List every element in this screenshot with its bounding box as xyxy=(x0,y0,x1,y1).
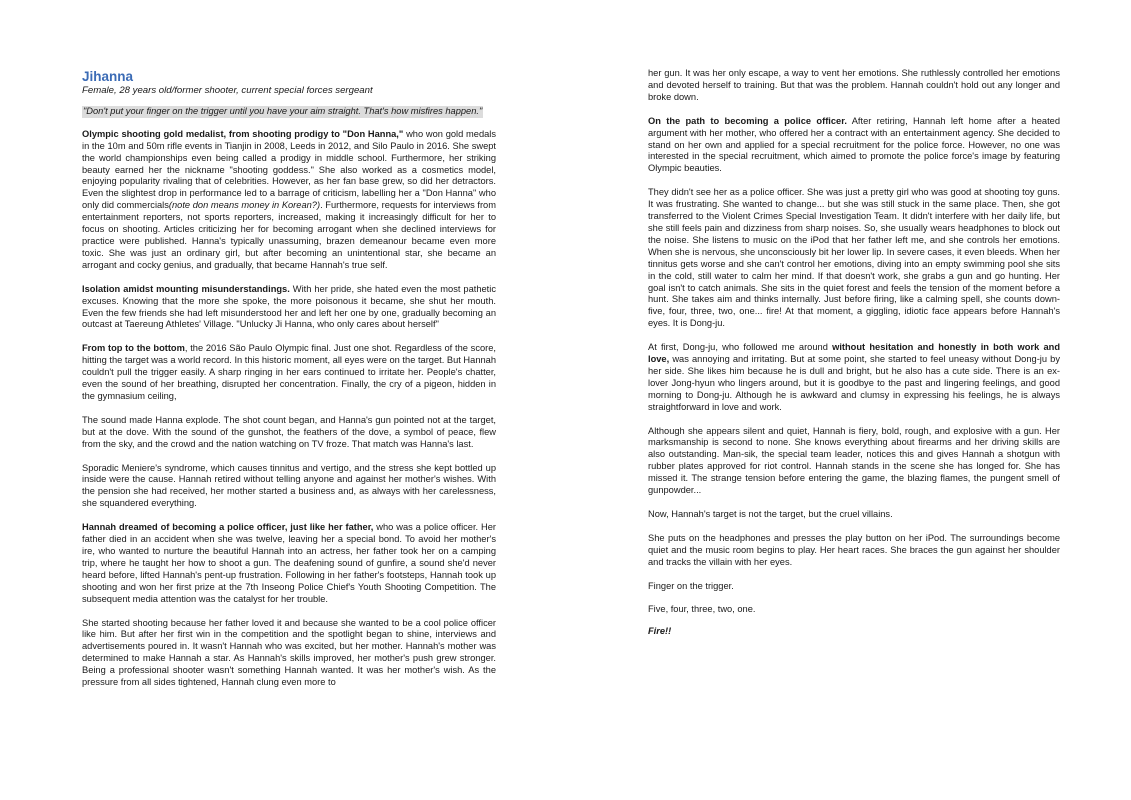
character-quote: "Don't put your finger on the trigger until you have your aim straight. That's how misfires happen." xyxy=(83,105,483,116)
paragraph-started-shooting: She started shooting because her father loved it and because she wanted to be a cool police officer like him. But after her first win in the competition and the spotlight began to shine, interviews and advertisements poured in. It wasn't Hannah who was excited, but her mother. Hannah's mother was determined to make Hannah a star. As Hannah's skills improved, her mother's push grew stronger. Being a professional shooter wasn't something Hannah wanted. It was her mother's wish. As the pressure from all sides tightened, Hannah clung even more to xyxy=(82,617,496,688)
paragraph-note: (note don means money in Korean?) xyxy=(168,200,321,211)
paragraph-escape: her gun. It was her only escape, a way to vent her emotions. She ruthlessly controlled her emotions and devoted herself to training. But that was the problem. Hannah couldn't hold out any longer and broke down. xyxy=(648,68,1060,102)
paragraph-police-path xyxy=(648,116,1060,176)
paragraph-text: After retiring, Hannah left home after a heated argument with her mother, who offered her a contract with an entertainment agency. She decided to stand on her own and applied for a special recruitment for the police force. However, no one was interested in the special recruitment, which aimed to promote the police force's image by featuring Olympic beauties. xyxy=(648,115,1060,174)
paragraph-police-dream xyxy=(82,522,496,605)
paragraph-top-to-bottom xyxy=(82,343,496,403)
paragraph-fire xyxy=(648,626,1060,638)
fire-exclamation: Fire!! xyxy=(648,626,672,637)
left-column xyxy=(82,68,496,701)
paragraph-text: was annoying and irritating. But at some point, she started to feel uneasy without Dong-ju by her side. She likes him because he is dull and bright, but he also has a cute side. There is an ex-lover Jong-hyun who lingers around, but it is goodbye to the past and lingering feelings, and good morning to Dong-ju. Although he is awkward and clumsy in expressing his feelings, he is always straightforward in love and work. xyxy=(648,354,1060,412)
paragraph-emphasis: without hesitation and honestly in both work and love, xyxy=(648,342,1060,365)
paragraph-finger: Finger on the trigger. xyxy=(648,580,734,591)
paragraph-heading: Olympic shooting gold medalist, from shooting prodigy to "Don Hanna," xyxy=(82,128,404,139)
paragraph-text: who was a police officer. Her father died in an accident when she was twelve, leaving her a special bond. To avoid her mother's ire, who wanted to nurture the beautiful Hannah into an actress, her father took her on a camping trip, where he taught her how to shoot a gun. The deafening sound of gunfire, a sound she'd never heard before, lifted Hannah's pent-up frustration. Following in her father's footsteps, Hannah took up shooting and won her first prize at the 7th Inseong Police Chief's Youth Shooting Competition. The subsequent media attention was the catalyst for her trouble. xyxy=(82,522,496,604)
paragraph-explode: The sound made Hanna explode. The shot count began, and Hanna's gun pointed not at the target, but at the dove. With the sound of the gunshot, the feathers of the dove, a symbol of peace, flew from the sky, and the crowd and the nation watching on TV froze. That match was Hanna's last. xyxy=(82,414,496,449)
paragraph-text: who won gold medals in the 10m and 50m rifle events in Tianjin in 2008, Leeds in 2012, and Silo Paulo in 2016. She swept the world championships even being called a prodigy in middle school. Furthermore, her striking beauty earned her the nickname "shooting goddess." She also worked as a cosmetics model, enjoying popularity rivaling that of celebrities. However, as her fan base grew, so did her detractors. Even the slightest drop in performance led to a barrage of criticism, labelling her a "Don Hanna" who only did commercials xyxy=(82,128,496,211)
paragraph-meniere: Sporadic Meniere's syndrome, which causes tinnitus and vertigo, and the stress she kept bottled up inside were the cause. Hannah retired without telling anyone and against her mother's wishes. With the pension she had received, her mother started a business and, as always with her carelessness, she squandered everything. xyxy=(82,462,496,509)
paragraph-olympic xyxy=(82,129,496,272)
character-name: Jihanna xyxy=(82,69,134,84)
paragraph-frustration: They didn't see her as a police officer. She was just a pretty girl who was good at shooting toy guns. It was frustrating. She wanted to change... but she was still stuck in the same place. Then, she got transferred to the Violent Crimes Special Investigation Team. It didn't interfere with her daily life, but she still feels pain and dizziness from sharp noises. So, she usually wears headphones to block out the noise. She listens to music on the iPod that her father left me, and she controls her emotions. When she is nervous, she unconsciously bit her lower lip. In severe cases, it even bleeds. When her tinnitus gets worse and she can't control her emotions, diving into an empty swimming pool she sits in the cold, still water to calm her mind. If that doesn't work, she grabs a gun and go hunting. Her goal isn't to catch animals. She sits in the quiet forest and feels the tension of the moment before a hunt. She takes aim and thinks internally. Just before firing, like a calming spell, she counts down- five, four, three, two, one... fire! At that moment, a giggling, idiotic face appears before Hannah's eyes. It is Dong-ju. xyxy=(648,187,1060,329)
paragraph-text: . Furthermore, requests for interviews from entertainment reporters, not sports reporters, increased, making it increasingly difficult for her to focus on shooting. Articles criticizing her for becoming arrogant when she declined interviews for practice were published. Hanna's typically unassuming, brazen demeanour became even more toxic. She was just an ordinary girl, but after becoming an unintentional star, she became an arrogant and cocky genius, and gradually, that became Hannah's true self. xyxy=(82,200,496,270)
paragraph-heading: On the path to becoming a police officer. xyxy=(648,115,847,126)
paragraph-isolation xyxy=(82,284,496,332)
character-subtitle: Female, 28 years old/former shooter, current special forces sergeant xyxy=(82,85,373,96)
paragraph-heading: From top to the bottom xyxy=(82,343,185,354)
paragraph-text: At first, Dong-ju, who followed me around xyxy=(648,342,833,353)
paragraph-text: , the 2016 São Paulo Olympic final. Just one shot. Regardless of the score, hitting the target was a world record. In this historic moment, all eyes were on the target. But Hannah couldn't pull the trigger easily. A sharp ringing in her ears continued to irritate her. People's chatter, even the sound of her breathing, disrupted her concentration. Finally, the cry of a pigeon, hidden in the gymnasium ceiling, xyxy=(82,343,496,401)
paragraph-headphones: She puts on the headphones and presses the play button on her iPod. The surroundings become quiet and the music room begins to play. Her heart races. She braces the gun against her shoulder and tracks the villain with her eyes. xyxy=(648,532,1060,567)
paragraph-text: With her pride, she hated even the most pathetic excuses. Knowing that the more she spoke, the more poisonous it became, she shut her mouth. Even the few friends she had left misunderstood her and left her one by one, gradually becoming an outcast at Taereung Athletes' Village. "Unlucky Ji Hanna, who only cares about herself" xyxy=(82,283,496,330)
paragraph-target: Now, Hannah's target is not the target, but the cruel villains. xyxy=(648,509,893,519)
right-column xyxy=(648,68,1060,650)
paragraph-heading: Isolation amidst mounting misunderstandings. xyxy=(82,283,290,294)
paragraph-heading: Hannah dreamed of becoming a police officer, just like her father, xyxy=(82,522,374,533)
paragraph-dong-ju xyxy=(648,342,1060,413)
paragraph-countdown: Five, four, three, two, one. xyxy=(648,603,756,614)
paragraph-fiery: Although she appears silent and quiet, Hannah is fiery, bold, rough, and explosive with a gun. Her marksmanship is second to none. She knows everything about firearms and her driving skills are also outstanding. Man-sik, the special team leader, notices this and gives Hannah a shotgun with rubber plates approved for riot control. Hannah stands in the scene she has longed for. She has missed it. The strange tension before entering the game, the blazing flames, the pungent smell of gunpowder... xyxy=(648,425,1060,496)
